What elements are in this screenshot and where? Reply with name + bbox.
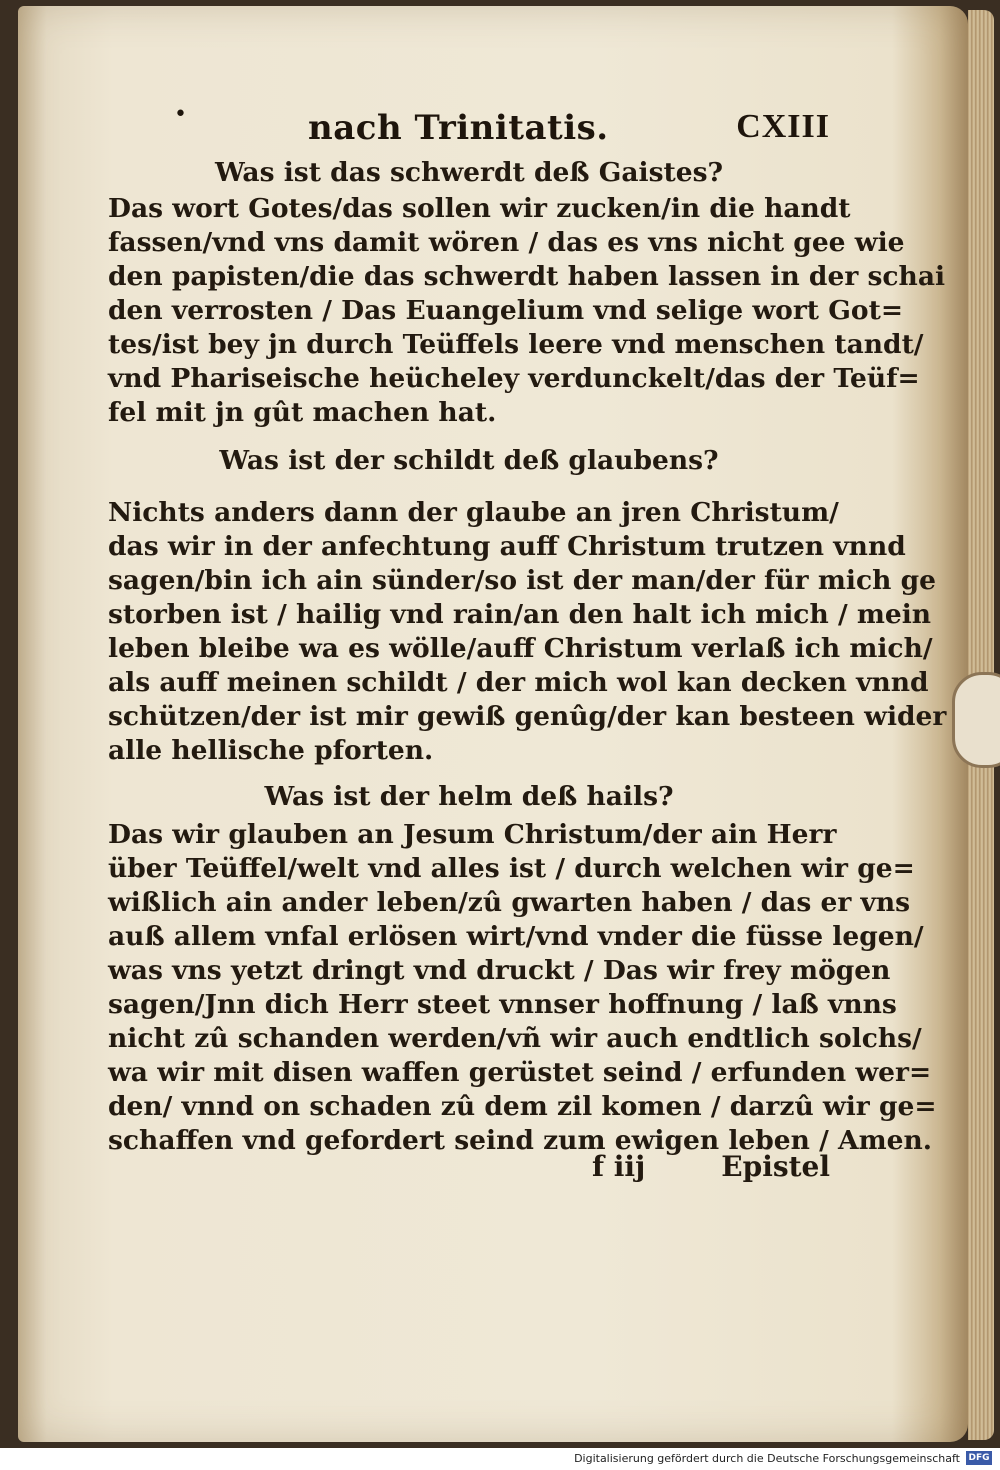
text-line: vnd Phariseische heücheley verdunckelt/das der Teüf= bbox=[108, 363, 920, 394]
book-clasp bbox=[952, 672, 1000, 768]
text-line: sagen/Jnn dich Herr steet vnnser hoffnung / laß vnns bbox=[108, 989, 897, 1020]
text-line: als auff meinen schildt / der mich wol kan decken vnnd bbox=[108, 667, 929, 698]
text-line: was vns yetzt dringt vnd druckt / Das wir frey mögen bbox=[108, 955, 891, 986]
signature-line bbox=[108, 1150, 830, 1190]
text-line: den/ vnnd on schaden zû dem zil komen / darzû wir ge= bbox=[108, 1091, 937, 1122]
text-line: tes/ist bey jn durch Teüffels leere vnd menschen tandt/ bbox=[108, 329, 924, 360]
text-line: leben bleibe wa es wölle/auff Christum verlaß ich mich/ bbox=[108, 633, 933, 664]
text-line: nicht zû schanden werden/vñ wir auch endtlich solchs/ bbox=[108, 1023, 922, 1054]
text-line: den papisten/die das schwerdt haben lassen in der schai bbox=[108, 261, 946, 292]
text-line: Nichts anders dann der glaube an jren Christum/ bbox=[108, 497, 839, 528]
folio-number: CXIII bbox=[736, 108, 830, 145]
dfg-logo-icon: DFG bbox=[966, 1451, 992, 1465]
text-line: wißlich ain ander leben/zû gwarten haben / das er vns bbox=[108, 887, 911, 918]
text-line: alle hellische pforten. bbox=[108, 735, 434, 766]
text-line: schaffen vnd gefordert seind zum ewigen leben / Amen. bbox=[108, 1125, 932, 1156]
running-head-title: nach Trinitatis. bbox=[308, 108, 609, 148]
text-line: Das wir glauben an Jesum Christum/der ain Herr bbox=[108, 819, 837, 850]
footer-credit: Digitalisierung gefördert durch die Deutsche Forschungsgemeinschaft bbox=[574, 1452, 960, 1465]
text-line: storben ist / hailig vnd rain/an den halt ich mich / mein bbox=[108, 599, 932, 630]
running-head-mark: • bbox=[174, 102, 187, 127]
text-line: fel mit jn gût machen hat. bbox=[108, 397, 497, 428]
catchword: Epistel bbox=[721, 1150, 830, 1183]
text-line: den verrosten / Das Euangelium vnd selige wort Got= bbox=[108, 295, 904, 326]
text-line: schützen/der ist mir gewiß genûg/der kan besteen wider bbox=[108, 701, 947, 732]
running-head bbox=[108, 102, 830, 152]
section-heading: Was ist der helm deß hails? bbox=[264, 781, 674, 812]
signature-mark: f iij bbox=[592, 1150, 646, 1183]
text-line: sagen/bin ich ain sünder/so ist der man/der für mich ge bbox=[108, 565, 936, 596]
text-line: fassen/vnd vns damit wören / das es vns nicht gee wie bbox=[108, 227, 905, 258]
text-line: das wir in der anfechtung auff Christum trutzen vnnd bbox=[108, 531, 906, 562]
text-line: wa wir mit disen waffen gerüstet seind / erfunden wer= bbox=[108, 1057, 932, 1088]
text-line: Das wort Gotes/das sollen wir zucken/in die handt bbox=[108, 193, 851, 224]
text-line: über Teüffel/welt vnd alles ist / durch welchen wir ge= bbox=[108, 853, 915, 884]
section-heading: Was ist das schwerdt deß Gaistes? bbox=[214, 157, 724, 188]
section-heading: Was ist der schildt deß glaubens? bbox=[219, 445, 719, 476]
text-line: auß allem vnfal erlösen wirt/vnd vnder die füsse legen/ bbox=[108, 921, 924, 952]
digitization-footer bbox=[0, 1448, 1000, 1470]
